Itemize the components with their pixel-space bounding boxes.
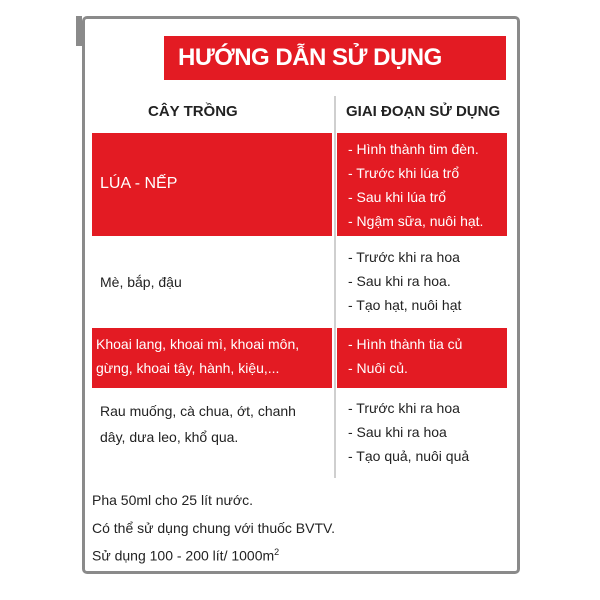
stage-item: - Hình thành tim đèn. — [348, 141, 479, 157]
header-stage: GIAI ĐOẠN SỬ DỤNG — [346, 103, 501, 120]
footer-usage-sup: 2 — [274, 547, 280, 557]
stage-item: - Tạo quả, nuôi quả — [348, 448, 470, 464]
row-4-stages — [348, 396, 469, 468]
stage-item: - Sau khi lúa trổ — [348, 189, 447, 205]
footer-dosage: Pha 50ml cho 25 lít nước. — [92, 492, 253, 508]
row-3-crop — [96, 332, 299, 380]
page-title: HƯỚNG DẪN SỬ DỤNG — [164, 36, 506, 80]
row-4-crop — [100, 398, 296, 450]
crop-line: Rau muống, cà chua, ớt, chanh — [100, 403, 296, 419]
row-2-stages — [348, 245, 461, 317]
column-divider — [334, 96, 336, 478]
stage-item: - Sau khi ra hoa — [348, 424, 447, 440]
stage-item: - Trước khi ra hoa — [348, 400, 460, 416]
row-2-crop: Mè, bắp, đậu — [100, 274, 182, 290]
stage-item: - Nuôi củ. — [348, 360, 408, 376]
crop-line: dây, dưa leo, khổ qua. — [100, 429, 239, 445]
stage-item: - Trước khi lúa trổ — [348, 165, 460, 181]
header-crop: CÂY TRỒNG — [148, 103, 238, 120]
stage-item: - Tạo hạt, nuôi hạt — [348, 297, 462, 313]
row-1-crop: LÚA - NẾP — [100, 175, 178, 192]
footer-usage-text: Sử dụng 100 - 200 lít/ 1000m — [92, 547, 275, 564]
footer-compat: Có thể sử dụng chung với thuốc BVTV. — [92, 520, 335, 536]
stage-item: - Sau khi ra hoa. — [348, 273, 451, 289]
crop-line: Khoai lang, khoai mì, khoai môn, — [96, 336, 300, 352]
row-3-stages — [348, 332, 462, 380]
crop-line: gừng, khoai tây, hành, kiệu,... — [96, 360, 280, 376]
stage-item: - Trước khi ra hoa — [348, 249, 460, 265]
row-1-stages — [348, 137, 483, 233]
stage-item: - Hình thành tia củ — [348, 336, 463, 352]
footer-usage — [92, 547, 279, 564]
stage-item: - Ngậm sữa, nuôi hạt. — [348, 213, 484, 229]
